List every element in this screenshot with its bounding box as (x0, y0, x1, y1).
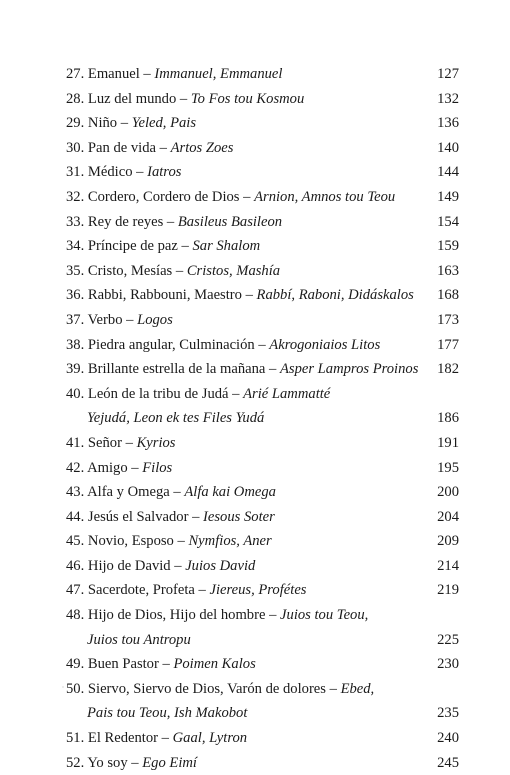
entry-original-term: Nymfios, Aner (188, 533, 272, 550)
entry-separator: – (325, 680, 341, 697)
toc-entry-text (66, 333, 380, 358)
entry-page-number: 144 (437, 164, 459, 181)
entry-number: 35. (66, 262, 85, 279)
entry-title: Hijo de David (87, 557, 171, 574)
entry-original-term: Sar Shalom (192, 238, 261, 255)
toc-entry (66, 578, 459, 603)
entry-title: Piedra angular, Culminación (87, 336, 255, 353)
toc-entry-continuation-line (66, 701, 459, 726)
entry-original-term: To Fos tou Kosmou (190, 90, 305, 107)
toc-entry (66, 529, 459, 554)
toc-entry-text (66, 677, 374, 702)
entry-page-number: 136 (437, 115, 459, 132)
toc-entry (66, 431, 459, 456)
entry-original-term: Ebed, (340, 680, 375, 697)
entry-separator: – (158, 656, 174, 673)
toc-entry-text (66, 751, 197, 775)
toc-entry-text (66, 554, 255, 579)
entry-title: León de la tribu de Judá (87, 385, 229, 402)
entry-page-number: 163 (437, 262, 459, 279)
entry-title: Señor (87, 434, 122, 451)
entry-original-term: Kyrios (136, 434, 176, 451)
entry-title: Siervo, Siervo de Dios, Varón de dolores (87, 680, 326, 697)
toc-entry-line (66, 308, 459, 333)
toc-entry-line (66, 210, 459, 235)
toc-entry-line (66, 529, 459, 554)
toc-entry (66, 751, 459, 775)
toc-entry-line (66, 283, 459, 308)
entry-title: Yo soy (87, 754, 128, 771)
toc-entry-text (66, 726, 247, 751)
entry-separator: – (132, 164, 148, 181)
toc-entry-line (66, 578, 459, 603)
entry-separator: – (188, 508, 204, 525)
entry-original-term: Asper Lampros Proinos (279, 361, 419, 378)
entry-title: Luz del mundo (87, 90, 177, 107)
entry-original-term: Poimen Kalos (173, 656, 256, 673)
toc-entry (66, 480, 459, 505)
toc-entry-line (66, 357, 459, 382)
entry-separator: – (172, 262, 187, 279)
entry-original-term: Juios David (185, 557, 256, 574)
entry-original-term-continued: Pais tou Teou, Ish Makobot (87, 705, 248, 722)
entry-title: Brillante estrella de la mañana (87, 361, 266, 378)
entry-separator: – (177, 238, 193, 255)
entry-page-number: 191 (437, 434, 459, 451)
entry-original-term: Yeled, Pais (131, 115, 197, 132)
toc-entry-text (66, 283, 414, 308)
entry-separator: – (169, 484, 185, 501)
toc-entry-text (66, 603, 368, 628)
entry-original-term: Alfa kai Omega (184, 484, 276, 501)
toc-entry-line (66, 431, 459, 456)
entry-number: 42. (66, 459, 85, 476)
entry-separator: – (122, 311, 138, 328)
entry-title: Niño (87, 115, 118, 132)
entry-page-number: 214 (437, 557, 459, 574)
entry-page-number: 200 (437, 484, 459, 501)
entry-title: Príncipe de paz (87, 238, 178, 255)
toc-entry (66, 382, 459, 431)
toc-entry (66, 308, 459, 333)
entry-number: 33. (66, 213, 85, 230)
toc-entry-continuation-line (66, 406, 459, 431)
toc-entry-text (66, 357, 418, 382)
toc-entry-text (66, 529, 272, 554)
entry-number: 52. (66, 754, 85, 771)
entry-number: 45. (66, 533, 85, 550)
toc-entry (66, 554, 459, 579)
entry-title: Buen Pastor (87, 656, 159, 673)
toc-entry (66, 234, 459, 259)
entry-original-term: Jiereus, Profétes (209, 582, 307, 599)
toc-entry-text (66, 185, 395, 210)
toc-entry-line (66, 234, 459, 259)
toc-entry (66, 652, 459, 677)
entry-separator: – (139, 66, 155, 82)
entry-original-term: Basileus Basileon (177, 213, 283, 230)
entry-page-number: 245 (437, 754, 459, 771)
toc-entry-line (66, 677, 459, 702)
toc-entry-line (66, 87, 459, 112)
toc-entry-text (66, 160, 181, 185)
entry-page-number: 177 (437, 336, 459, 353)
entry-title: Novio, Esposo (87, 533, 174, 550)
toc-entry-line (66, 456, 459, 481)
entry-original-term-continued: Juios tou Antropu (87, 631, 191, 648)
entry-number: 31. (66, 164, 85, 181)
table-of-contents (66, 62, 459, 775)
entry-number: 38. (66, 336, 85, 353)
entry-number: 50. (66, 680, 85, 697)
entry-title: Rey de reyes (87, 213, 164, 230)
entry-title: Cordero, Cordero de Dios (87, 188, 240, 205)
entry-page-number: 235 (437, 705, 459, 722)
entry-page-number: 240 (437, 730, 459, 747)
entry-separator: – (158, 730, 173, 747)
entry-page-number: 225 (437, 631, 459, 648)
toc-entry-continuation-line (66, 628, 459, 653)
entry-number: 37. (66, 311, 85, 328)
entry-separator: – (170, 557, 186, 574)
toc-entry-line (66, 505, 459, 530)
entry-number: 29. (66, 115, 85, 132)
entry-separator: – (265, 361, 280, 378)
entry-title: Sacerdote, Profeta (87, 582, 195, 599)
toc-entry-text (66, 480, 276, 505)
toc-entry-text (66, 234, 260, 259)
entry-page-number: 209 (437, 533, 459, 550)
entry-separator: – (127, 459, 143, 476)
entry-page-number: 186 (437, 410, 459, 427)
entry-separator: – (265, 607, 281, 624)
toc-entry (66, 160, 459, 185)
toc-entry-text (66, 431, 175, 456)
entry-number: 36. (66, 287, 85, 304)
entry-original-term: Filos (142, 459, 173, 476)
entry-original-term: Gaal, Lytron (172, 730, 248, 747)
entry-number: 44. (66, 508, 85, 525)
toc-entry-line (66, 160, 459, 185)
toc-entry (66, 677, 459, 726)
entry-original-term: Arié Lammatté (243, 385, 331, 402)
entry-separator: – (241, 287, 257, 304)
entry-page-number: 140 (437, 139, 459, 156)
toc-entry (66, 62, 459, 87)
entry-number: 41. (66, 434, 85, 451)
toc-entry-line (66, 259, 459, 284)
entry-original-term: Immanuel, Emmanuel (154, 66, 283, 82)
toc-entry-line (66, 652, 459, 677)
toc-entry-line (66, 554, 459, 579)
toc-entry (66, 505, 459, 530)
entry-separator: – (254, 336, 270, 353)
entry-number: 40. (66, 385, 85, 402)
entry-original-term: Rabbí, Raboni, Didáskalos (256, 287, 414, 304)
toc-entry-text (66, 505, 275, 530)
toc-entry (66, 726, 459, 751)
toc-entry (66, 357, 459, 382)
entry-separator: – (127, 754, 143, 771)
entry-number: 46. (66, 557, 85, 574)
entry-separator: – (121, 434, 137, 451)
entry-separator: – (239, 188, 255, 205)
entry-number: 49. (66, 656, 85, 673)
entry-number: 48. (66, 607, 85, 624)
toc-entry (66, 333, 459, 358)
entry-separator: – (156, 139, 171, 156)
entry-separator: – (194, 582, 210, 599)
entry-number: 30. (66, 139, 85, 156)
toc-entry-text (66, 578, 306, 603)
toc-entry-line (66, 62, 459, 87)
entry-page-number: 230 (437, 656, 459, 673)
toc-entry (66, 87, 459, 112)
entry-number: 34. (66, 238, 85, 255)
entry-separator: – (228, 385, 244, 402)
entry-number: 39. (66, 361, 85, 378)
toc-entry (66, 210, 459, 235)
entry-separator: – (117, 115, 132, 132)
entry-page-number: 204 (437, 508, 459, 525)
entry-original-term: Juios tou Teou, (280, 607, 369, 624)
entry-title: Jesús el Salvador (87, 508, 189, 525)
entry-original-term-continued: Yejudá, Leon ek tes Files Yudá (87, 410, 265, 427)
entry-number: 27. (66, 66, 85, 82)
entry-original-term: Akrogoniaios Litos (269, 336, 381, 353)
toc-entry (66, 603, 459, 652)
entry-title: Alfa y Omega (87, 484, 170, 501)
entry-title: Emanuel (87, 66, 140, 82)
toc-entry-text (66, 111, 196, 136)
toc-entry-text (66, 210, 282, 235)
entry-original-term: Cristos, Mashía (186, 262, 281, 279)
entry-page-number: 132 (437, 90, 459, 107)
toc-entry-line (66, 185, 459, 210)
toc-entry-text (66, 62, 282, 87)
entry-separator: – (163, 213, 178, 230)
entry-separator: – (173, 533, 189, 550)
entry-number: 32. (66, 188, 85, 205)
entry-title: Cristo, Mesías (87, 262, 173, 279)
toc-entry-line (66, 111, 459, 136)
entry-original-term: Logos (137, 311, 173, 328)
toc-entry (66, 185, 459, 210)
toc-entry-text (66, 652, 256, 677)
entry-page-number: 159 (437, 238, 459, 255)
toc-entry-line (66, 136, 459, 161)
toc-entry-line (66, 480, 459, 505)
entry-page-number: 195 (437, 459, 459, 476)
entry-page-number: 182 (437, 361, 459, 378)
toc-entry (66, 111, 459, 136)
entry-title: Verbo (87, 311, 123, 328)
entry-title: Rabbi, Rabbouni, Maestro (87, 287, 242, 304)
entry-title: El Redentor (87, 730, 159, 747)
entry-number: 47. (66, 582, 85, 599)
toc-entry-text (66, 308, 173, 333)
toc-entry-text (66, 87, 304, 112)
entry-original-term: Artos Zoes (170, 139, 234, 156)
entry-page-number: 154 (437, 213, 459, 230)
entry-original-term: Iesous Soter (203, 508, 275, 525)
entry-separator: – (176, 90, 191, 107)
toc-entry-text (66, 382, 330, 407)
toc-entry-line (66, 726, 459, 751)
page-speck (62, 686, 64, 688)
entry-number: 43. (66, 484, 85, 501)
toc-entry (66, 456, 459, 481)
entry-number: 28. (66, 90, 85, 107)
entry-page-number: 168 (437, 287, 459, 304)
entry-original-term: Arnion, Amnos tou Teou (254, 188, 396, 205)
entry-title: Hijo de Dios, Hijo del hombre (87, 607, 266, 624)
toc-entry-text (66, 136, 233, 161)
toc-entry-line (66, 382, 459, 407)
entry-title: Pan de vida (87, 139, 156, 156)
entry-page-number: 219 (437, 582, 459, 599)
entry-title: Médico (87, 164, 133, 181)
toc-entry-line (66, 751, 459, 775)
toc-entry-line (66, 333, 459, 358)
toc-entry-line (66, 603, 459, 628)
toc-entry (66, 283, 459, 308)
entry-page-number: 149 (437, 188, 459, 205)
toc-entry (66, 136, 459, 161)
entry-original-term: Iatros (147, 164, 182, 181)
toc-entry-text (66, 456, 172, 481)
entry-page-number: 173 (437, 311, 459, 328)
toc-entry-text (66, 259, 280, 284)
toc-entry (66, 259, 459, 284)
entry-title: Amigo (87, 459, 128, 476)
entry-page-number: 127 (437, 66, 459, 82)
entry-number: 51. (66, 730, 85, 747)
entry-original-term: Ego Eimí (142, 754, 197, 771)
